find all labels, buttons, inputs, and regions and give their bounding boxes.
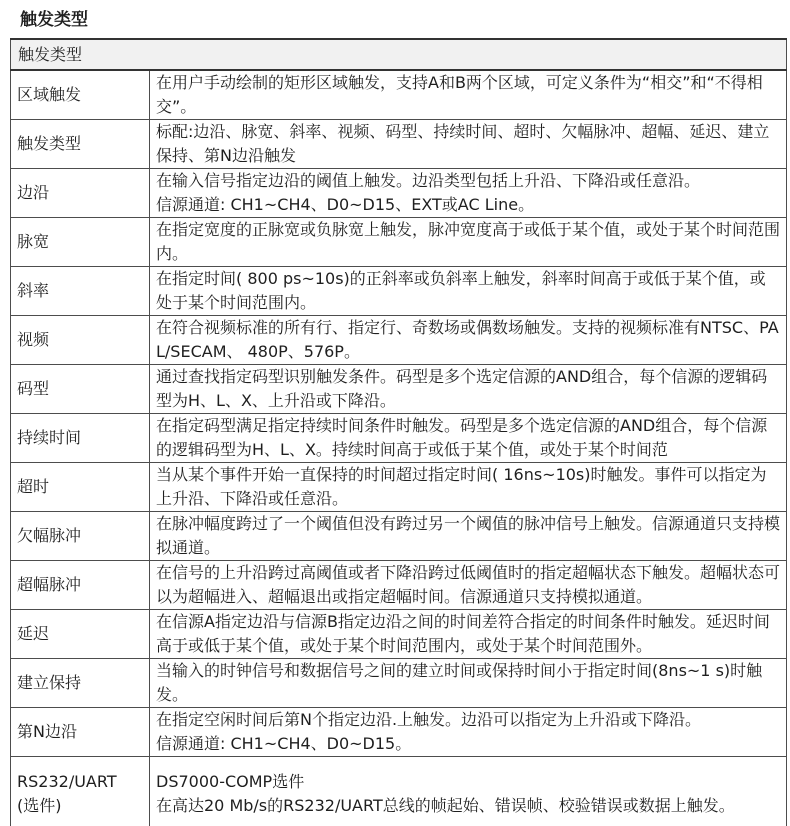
trigger-type-cell: 斜率 bbox=[11, 267, 150, 316]
trigger-type-cell: 视频 bbox=[11, 316, 150, 365]
table-header-row bbox=[11, 39, 787, 70]
trigger-type-cell: 持续时间 bbox=[11, 414, 150, 463]
trigger-description-cell: 在指定宽度的正脉宽或负脉宽上触发，脉冲宽度高于或低于某个值，或处于某个时间范围内。 bbox=[150, 218, 787, 267]
trigger-type-cell: 触发类型 bbox=[11, 120, 150, 169]
trigger-type-cell: 延迟 bbox=[11, 610, 150, 659]
trigger-description-cell: 在符合视频标准的所有行、指定行、奇数场或偶数场触发。支持的视频标准有NTSC、PAL/SECAM、 480P、576P。 bbox=[150, 316, 787, 365]
trigger-description-cell: DS7000-COMP选件 在高达20 Mb/s的RS232/UART总线的帧起始、错误帧、校验错误或数据上触发。 bbox=[150, 757, 787, 826]
trigger-description-cell: 标配:边沿、脉宽、斜率、视频、码型、持续时间、超时、欠幅脉冲、超幅、延迟、建立保持、第N边沿触发 bbox=[150, 120, 787, 169]
trigger-type-cell: 第N边沿 bbox=[11, 708, 150, 757]
trigger-description-cell: 当输入的时钟信号和数据信号之间的建立时间或保持时间小于指定时间(8ns~1 s)时触发。 bbox=[150, 659, 787, 708]
table-row bbox=[11, 218, 787, 267]
trigger-type-cell: 建立保持 bbox=[11, 659, 150, 708]
trigger-description-cell: 当从某个事件开始一直保持的时间超过指定时间( 16ns~10s)时触发。事件可以指定为上升沿、下降沿或任意沿。 bbox=[150, 463, 787, 512]
trigger-type-cell: RS232/UART (选件) bbox=[11, 757, 150, 826]
table-row bbox=[11, 757, 787, 826]
trigger-description-cell: 在信源A指定边沿与信源B指定边沿之间的时间差符合指定的时间条件时触发。延迟时间高于或低于某个值，或处于某个时间范围内，或处于某个时间范围外。 bbox=[150, 610, 787, 659]
trigger-type-cell: 区域触发 bbox=[11, 70, 150, 120]
page-title: 触发类型 bbox=[20, 10, 88, 30]
table-row bbox=[11, 169, 787, 218]
table-header-cell: 触发类型 bbox=[11, 39, 787, 70]
trigger-type-cell: 超幅脉冲 bbox=[11, 561, 150, 610]
trigger-type-cell: 超时 bbox=[11, 463, 150, 512]
table-row bbox=[11, 267, 787, 316]
table-row bbox=[11, 659, 787, 708]
table-row bbox=[11, 365, 787, 414]
trigger-type-cell: 脉宽 bbox=[11, 218, 150, 267]
table-row bbox=[11, 70, 787, 120]
table-row bbox=[11, 561, 787, 610]
table-row bbox=[11, 316, 787, 365]
trigger-description-cell: 在指定时间( 800 ps~10s)的正斜率或负斜率上触发，斜率时间高于或低于某个值，或处于某个时间范围内。 bbox=[150, 267, 787, 316]
trigger-type-cell: 码型 bbox=[11, 365, 150, 414]
trigger-description-cell: 在输入信号指定边沿的阈值上触发。边沿类型包括上升沿、下降沿或任意沿。 信源通道: CH1~CH4、D0~D15、EXT或AC Line。 bbox=[150, 169, 787, 218]
table-row bbox=[11, 414, 787, 463]
table-row bbox=[11, 610, 787, 659]
table-row bbox=[11, 512, 787, 561]
trigger-type-cell: 边沿 bbox=[11, 169, 150, 218]
trigger-description-cell: 在脉冲幅度跨过了一个阈值但没有跨过另一个阈值的脉冲信号上触发。信源通道只支持模拟通道。 bbox=[150, 512, 787, 561]
table-row bbox=[11, 708, 787, 757]
trigger-description-cell: 在用户手动绘制的矩形区域触发，支持A和B两个区域，可定义条件为“相交”和“不得相交”。 bbox=[150, 70, 787, 120]
trigger-types-table bbox=[10, 38, 787, 826]
trigger-description-cell: 在指定空闲时间后第N个指定边沿.上触发。边沿可以指定为上升沿或下降沿。 信源通道: CH1~CH4、D0~D15。 bbox=[150, 708, 787, 757]
table-row bbox=[11, 120, 787, 169]
table-row bbox=[11, 463, 787, 512]
trigger-description-cell: 在指定码型满足指定持续时间条件时触发。码型是多个选定信源的AND组合，每个信源的逻辑码型为H、L、X。持续时间高于或低于某个值，或处于某个时间范 bbox=[150, 414, 787, 463]
trigger-description-cell: 在信号的上升沿跨过高阈值或者下降沿跨过低阈值时的指定超幅状态下触发。超幅状态可以为超幅进入、超幅退出或指定超幅时间。信源通道只支持模拟通道。 bbox=[150, 561, 787, 610]
trigger-description-cell: 通过查找指定码型识别触发条件。码型是多个选定信源的AND组合，每个信源的逻辑码型为H、L、X、上升沿或下降沿。 bbox=[150, 365, 787, 414]
document-page bbox=[0, 9, 790, 826]
trigger-type-cell: 欠幅脉冲 bbox=[11, 512, 150, 561]
